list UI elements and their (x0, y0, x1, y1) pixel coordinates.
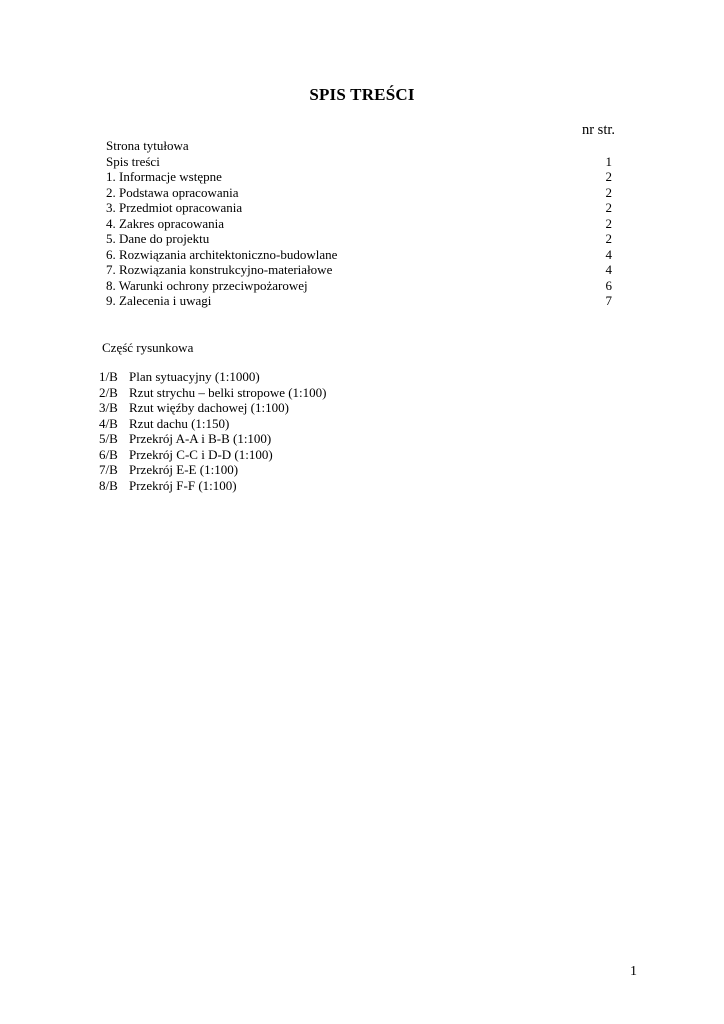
toc-entry-page: 7 (605, 293, 612, 308)
drawing-code: 5/B (99, 431, 118, 446)
toc-entry-page: 4 (605, 246, 612, 262)
drawing-name: Przekrój F-F (1:100) (129, 477, 237, 493)
drawing-code: 6/B (99, 446, 118, 462)
drawing-entry (99, 416, 327, 432)
toc-entry-label: 6. Rozwiązania architektoniczno-budowlane (106, 246, 338, 262)
drawing-name: Przekrój C-C i D-D (1:100) (129, 446, 273, 462)
toc-entry (106, 262, 612, 278)
toc-entry (106, 185, 612, 201)
toc-entry (106, 231, 612, 247)
drawing-code: 2/B (99, 384, 118, 400)
toc-entry-page: 2 (605, 231, 612, 246)
drawings-list (99, 369, 327, 493)
toc-entry-label: Strona tytułowa (106, 138, 189, 153)
toc-entry-page: 2 (605, 215, 612, 231)
page-number: 1 (630, 964, 637, 979)
drawing-entry (99, 385, 327, 401)
toc-entry (106, 278, 612, 294)
drawing-entry (99, 462, 327, 478)
drawing-code: 7/B (99, 462, 118, 477)
toc-entry (106, 200, 612, 216)
drawing-entry (99, 369, 327, 385)
toc-entry-page: 1 (605, 153, 612, 169)
toc-entry-label: 3. Przedmiot opracowania (106, 200, 243, 215)
drawing-entry (99, 478, 327, 494)
drawings-section-heading: Część rysunkowa (102, 340, 194, 355)
drawing-name: Plan sytuacyjny (1:1000) (129, 369, 260, 384)
page-number-column-header: nr str. (581, 122, 615, 138)
table-of-contents (106, 138, 612, 309)
toc-entry-page (592, 138, 612, 154)
drawing-name: Rzut strychu – belki stropowe (1:100) (129, 384, 327, 400)
toc-entry (106, 154, 612, 170)
drawing-name: Rzut więźby dachowej (1:100) (129, 400, 289, 415)
drawing-entry (99, 431, 327, 447)
toc-entry-page: 4 (605, 262, 612, 277)
toc-entry-label: 2. Podstawa opracowania (106, 184, 239, 200)
toc-entry-label: Spis treści (106, 153, 160, 169)
toc-entry-label: 1. Informacje wstępne (106, 169, 222, 184)
toc-entry-label: 4. Zakres opracowania (106, 215, 225, 231)
drawing-code: 4/B (99, 415, 118, 431)
page-title: SPIS TREŚCI (309, 85, 415, 104)
drawing-name: Rzut dachu (1:150) (129, 415, 230, 431)
toc-entry (106, 138, 612, 154)
toc-entry-label: 9. Zalecenia i uwagi (106, 293, 212, 308)
toc-entry-page: 2 (605, 184, 612, 200)
drawing-code: 3/B (99, 400, 118, 415)
toc-entry-page: 2 (605, 200, 612, 215)
toc-entry-label: 8. Warunki ochrony przeciwpożarowej (106, 277, 308, 293)
drawing-code: 8/B (99, 477, 118, 493)
drawing-entry (99, 447, 327, 463)
toc-entry (106, 169, 612, 185)
drawing-code: 1/B (99, 369, 118, 384)
toc-entry-label: 5. Dane do projektu (106, 231, 210, 246)
toc-entry (106, 247, 612, 263)
toc-entry-label: 7. Rozwiązania konstrukcyjno-materiałowe (106, 262, 333, 277)
drawing-entry (99, 400, 327, 416)
toc-entry-page: 6 (605, 277, 612, 293)
toc-entry-page: 2 (605, 169, 612, 184)
toc-entry (106, 216, 612, 232)
drawing-name: Przekrój A-A i B-B (1:100) (129, 431, 272, 446)
drawing-name: Przekrój E-E (1:100) (129, 462, 239, 477)
toc-entry (106, 293, 612, 309)
